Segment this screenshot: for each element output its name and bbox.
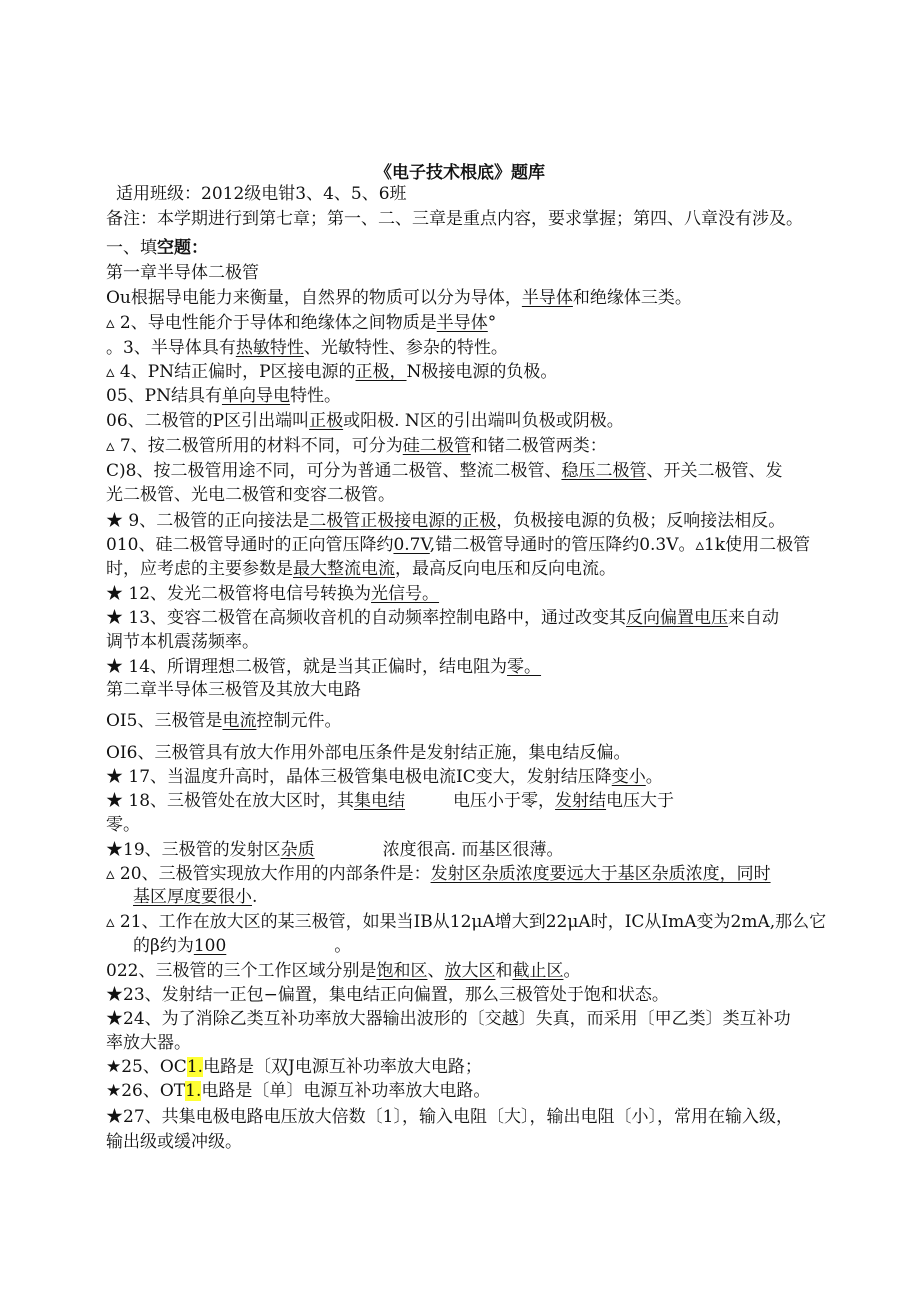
section-heading-b: 空题：: [157, 238, 208, 258]
q20-text-end: .: [252, 887, 258, 907]
q2-text: ▵ 2、导电性能介于导体和绝缘体之间物质是: [106, 313, 437, 333]
question-6: [106, 410, 624, 432]
q13-text: ★ 13、变容二极管在高频收音机的自动频率控制电路中，通过改变其: [106, 608, 627, 628]
q12-answer: 光信号。: [371, 584, 440, 604]
q3-answer: 热敏特性: [235, 338, 304, 358]
q21-text-end: 。: [334, 936, 352, 956]
q22-answer-2: 放大区: [444, 961, 496, 981]
q17-answer: 变小: [611, 767, 646, 787]
q20-text: ▵ 20、三极管实现放大作用的内部条件是：: [106, 864, 431, 884]
q25-highlight: 1.: [186, 1057, 204, 1077]
question-13-line-2: 调节本机震荡频率。: [106, 632, 259, 652]
q18-text-end: 电压大于: [606, 791, 675, 811]
q25-text-end: 电路是〔双J电源互补功率放大电路；: [203, 1057, 482, 1077]
q22-sep-2: 和: [495, 961, 513, 981]
q7-text: ▵ 7、按二极管所用的材料不同，可分为: [106, 436, 403, 456]
question-14: [106, 656, 541, 678]
question-18-line-1: [106, 790, 674, 812]
q2-answer: 半导体: [436, 313, 488, 333]
q10-line2-text-end: ，最高反向电压和反向电流。: [395, 559, 616, 579]
question-15: [106, 710, 341, 732]
question-8-line-2: 光二极管、光电二极管和变容二极管。: [106, 485, 395, 505]
question-12: [106, 583, 439, 605]
q18-text-mid: 电压小于零，: [453, 791, 556, 811]
chapter-2-heading: 第二章半导体三极管及其放大电路: [106, 680, 361, 700]
question-19: [106, 839, 563, 861]
q6-text: 06、二极管的P区引出端叫: [106, 411, 310, 431]
q8-answer: 稳压二极管: [561, 461, 647, 481]
q22-text-end: 。: [563, 961, 581, 981]
q22-answer-1: 饱和区: [376, 961, 428, 981]
question-23: ★23、发射结一正包−偏置，集电结正向偏置，那么三极管处于饱和状态。: [106, 985, 669, 1005]
q26-text-end: 电路是〔单〕电源互补功率放大电路。: [201, 1081, 491, 1101]
question-21-line-2: [133, 935, 351, 957]
q20-answer: 发射区杂质浓度要远大于基区杂质浓度，同时: [430, 864, 771, 884]
q9-answer: 二极管正极接电源的正极: [309, 511, 497, 531]
section-heading-a: 一、填: [106, 238, 157, 258]
question-27-line-2: 输出级或缓冲级。: [106, 1132, 242, 1152]
q4-text: ▵ 4、PN结正偏时，P区接电源的: [106, 362, 356, 382]
q10-text-end: ,错二极管导通时的管压降约0.3V。▵1k使用二极管: [429, 535, 811, 555]
q5-text-end: 特性。: [289, 386, 341, 406]
q10-text: 010、硅二极管导通时的正向管压降约: [106, 535, 394, 555]
q6-answer: 正极: [309, 411, 344, 431]
q9-text: ★ 9、二极管的正向接法是: [106, 511, 310, 531]
q10-line2-text: 时，应考虑的主要参数是: [106, 559, 293, 579]
q3-text-end: 、光敏特性、参杂的特性。: [303, 338, 508, 358]
q17-text-end: 。: [645, 767, 663, 787]
q10-answer: 0.7V: [393, 535, 430, 555]
question-5: [106, 385, 341, 407]
q14-text: ★ 14、所谓理想二极管，就是当其正偏时，结电阻为: [106, 657, 508, 677]
q5-text: 05、PN结具有: [106, 386, 222, 406]
question-20-line-2: [133, 886, 257, 908]
q4-answer: 正极，: [355, 362, 407, 382]
q8-text-end: 、开关二极管、发: [646, 461, 783, 481]
q6-text-end: 或阳极. N区的引出端叫负极或阴极。: [343, 411, 624, 431]
question-3: [106, 337, 508, 359]
q25-text: ★25、OC: [106, 1057, 187, 1077]
question-10-line-2: [106, 558, 616, 580]
question-25: [106, 1056, 482, 1078]
q1-text-end: 和绝缘体三类。: [572, 288, 692, 308]
question-17: [106, 766, 663, 788]
question-24-line-2: 率放大器。: [106, 1033, 191, 1053]
q10-line2-answer: 最大整流电流: [293, 559, 395, 579]
q26-text: ★26、OT: [106, 1081, 186, 1101]
question-26: [106, 1080, 490, 1102]
q12-text: ★ 12、发光二极管将电信号转换为: [106, 584, 372, 604]
q8-text: C)8、按二极管用途不同，可分为普通二极管、整流二极管、: [106, 461, 562, 481]
q15-text-end: 控制元件。: [256, 711, 342, 731]
q22-answer-3: 截止区: [512, 961, 564, 981]
question-16: OI6、三极管具有放大作用外部电压条件是发射结正施，集电结反偏。: [106, 743, 631, 763]
q5-answer: 单向导电: [221, 386, 290, 406]
question-10-line-1: [106, 534, 810, 556]
q22-text: 022、三极管的三个工作区域分别是: [106, 961, 377, 981]
q21-text: 的β约为: [133, 936, 194, 956]
q15-text: OI5、三极管是: [106, 711, 223, 731]
q1-text: Ou根据导电能力来衡量，自然界的物质可以分为导体，: [106, 288, 522, 308]
q26-highlight: 1.: [185, 1081, 202, 1101]
question-21-line-1: ▵ 21、工作在放大区的某三极管，如果当IB从12μA增大到22μA时，IC从ImA变为2mA,那么它: [106, 912, 827, 932]
q4-text-end: N极接电源的负极。: [406, 362, 558, 382]
q18-text: ★ 18、三极管处在放大区时，其: [106, 791, 355, 811]
question-22: [106, 960, 580, 982]
question-4: [106, 361, 557, 383]
q3-text: 。3、半导体具有: [106, 338, 236, 358]
q15-answer: 电流: [222, 711, 257, 731]
class-line: 适用班级：2012级电钳3、4、5、6班: [116, 184, 407, 204]
q22-sep: 、: [427, 961, 445, 981]
q19-answer: 杂质: [280, 840, 315, 860]
question-20-line-1: [106, 863, 771, 885]
q7-text-end: 和锗二极管两类：: [470, 436, 607, 456]
q1-answer: 半导体: [521, 288, 573, 308]
q20-answer-cont: 基区厚度要很小: [133, 887, 252, 907]
doc-title: 《电子技术根底》题库: [375, 163, 545, 183]
q13-answer: 反向偏置电压: [626, 608, 729, 628]
note-line: 备注：本学期进行到第七章；第一、二、三章是重点内容，要求掌握；第四、八章没有涉及。: [106, 209, 803, 229]
question-8-line-1: [106, 460, 782, 482]
section-heading: [106, 237, 208, 259]
question-7: [106, 435, 607, 457]
question-13-line-1: [106, 607, 779, 629]
q2-text-end: °: [487, 313, 497, 333]
q9-text-end: ，负极接电源的负极；反响接法相反。: [496, 511, 786, 531]
question-9: [106, 510, 785, 532]
q7-answer: 硅二极管: [402, 436, 471, 456]
q19-text: ★19、三极管的发射区: [106, 840, 281, 860]
q13-text-end: 来自动: [728, 608, 780, 628]
q17-text: ★ 17、当温度升高时，晶体三极管集电极电流IC变大，发射结压降: [106, 767, 612, 787]
q14-answer: 零。: [507, 657, 542, 677]
question-18-line-2: 零。: [106, 815, 140, 835]
q21-answer: 100: [193, 936, 227, 956]
q18-answer-2: 发射结: [555, 791, 607, 811]
question-2: [106, 312, 496, 334]
question-24-line-1: ★24、为了消除乙类互补功率放大器输出波形的〔交越〕失真，而采用〔甲乙类〕类互补功: [106, 1009, 791, 1029]
q18-answer-1: 集电结: [354, 791, 406, 811]
chapter-1-heading: 第一章半导体二极管: [106, 263, 259, 283]
question-1: [106, 287, 692, 309]
q19-text-end: 浓度很高. 而基区很薄。: [382, 840, 564, 860]
question-27-line-1: ★27、共集电极电路电压放大倍数〔1〕，输入电阻〔大〕，输出电阻〔小〕，常用在输入级，: [106, 1107, 793, 1127]
